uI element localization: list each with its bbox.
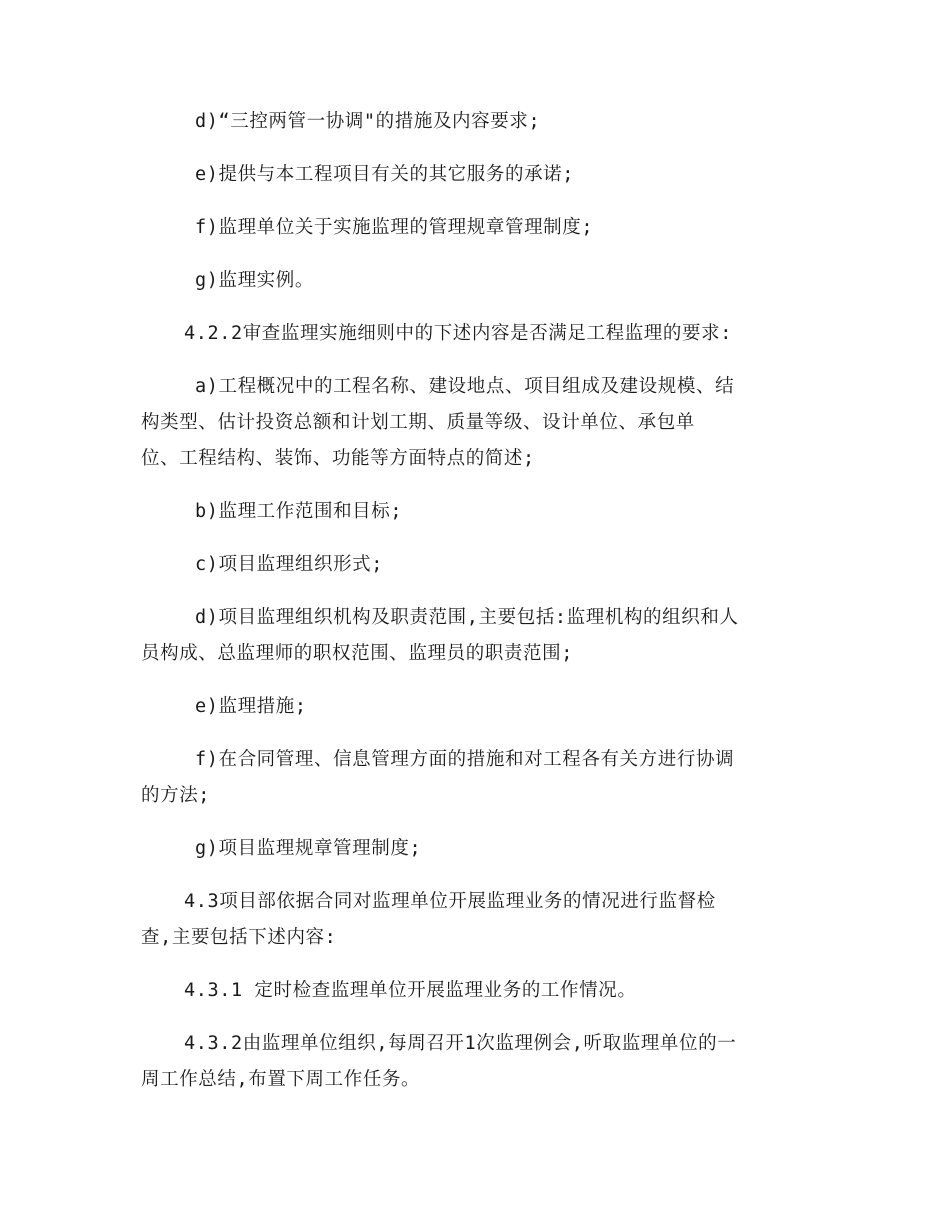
text-line: b)监理工作范围和目标; (195, 501, 403, 522)
text-line: e)监理措施; (195, 696, 307, 717)
list-item-e2 (141, 689, 807, 725)
document-body (141, 104, 807, 1115)
text-line: 4.3.2由监理单位组织,每周召开1次监理例会,听取监理单位的一 (184, 1033, 737, 1054)
text-line: 查,主要包括下述内容: (141, 927, 337, 948)
text-line: 4.3.1 定时检查监理单位开展监理业务的工作情况。 (184, 980, 637, 1001)
section-4-3-2 (141, 1026, 807, 1098)
text-line: f)监理单位关于实施监理的管理规章管理制度; (195, 217, 594, 238)
text-line: 4.2.2审查监理实施细则中的下述内容是否满足工程监理的要求: (184, 323, 732, 344)
text-line: 构类型、估计投资总额和计划工期、质量等级、设计单位、承包单 (141, 412, 695, 433)
text-line: g)项目监理规章管理制度; (195, 838, 422, 859)
list-item-f (141, 210, 807, 246)
list-item-d (141, 104, 807, 140)
list-item-f2 (141, 742, 807, 814)
text-line: 的方法; (141, 785, 211, 806)
text-line: d)项目监理组织机构及职责范围,主要包括:监理机构的组织和人 (195, 607, 739, 628)
list-item-e (141, 157, 807, 193)
list-item-g (141, 263, 807, 299)
section-4-3 (141, 884, 807, 956)
text-line: a)工程概况中的工程名称、建设地点、项目组成及建设规模、结 (195, 376, 735, 397)
text-line: g)监理实例。 (195, 270, 314, 291)
list-item-c (141, 547, 807, 583)
section-4-3-1 (141, 973, 807, 1009)
text-line: 员构成、总监理师的职权范围、监理员的职责范围; (141, 643, 573, 664)
text-line: 4.3项目部依据合同对监理单位开展监理业务的情况进行监督检 (184, 891, 716, 912)
list-item-b (141, 494, 807, 530)
list-item-g2 (141, 831, 807, 867)
section-4-2-2 (141, 316, 807, 352)
text-line: 位、工程结构、装饰、功能等方面特点的简述; (141, 448, 535, 469)
list-item-a (141, 369, 807, 477)
list-item-d2 (141, 600, 807, 672)
text-line: d)“三控两管一协调"的措施及内容要求; (195, 111, 541, 132)
text-line: f)在合同管理、信息管理方面的措施和对工程各有关方进行协调 (195, 749, 735, 770)
text-line: e)提供与本工程项目有关的其它服务的承诺; (195, 164, 575, 185)
text-line: 周工作总结,布置下周工作任务。 (141, 1069, 421, 1090)
text-line: c)项目监理组织形式; (195, 554, 384, 575)
